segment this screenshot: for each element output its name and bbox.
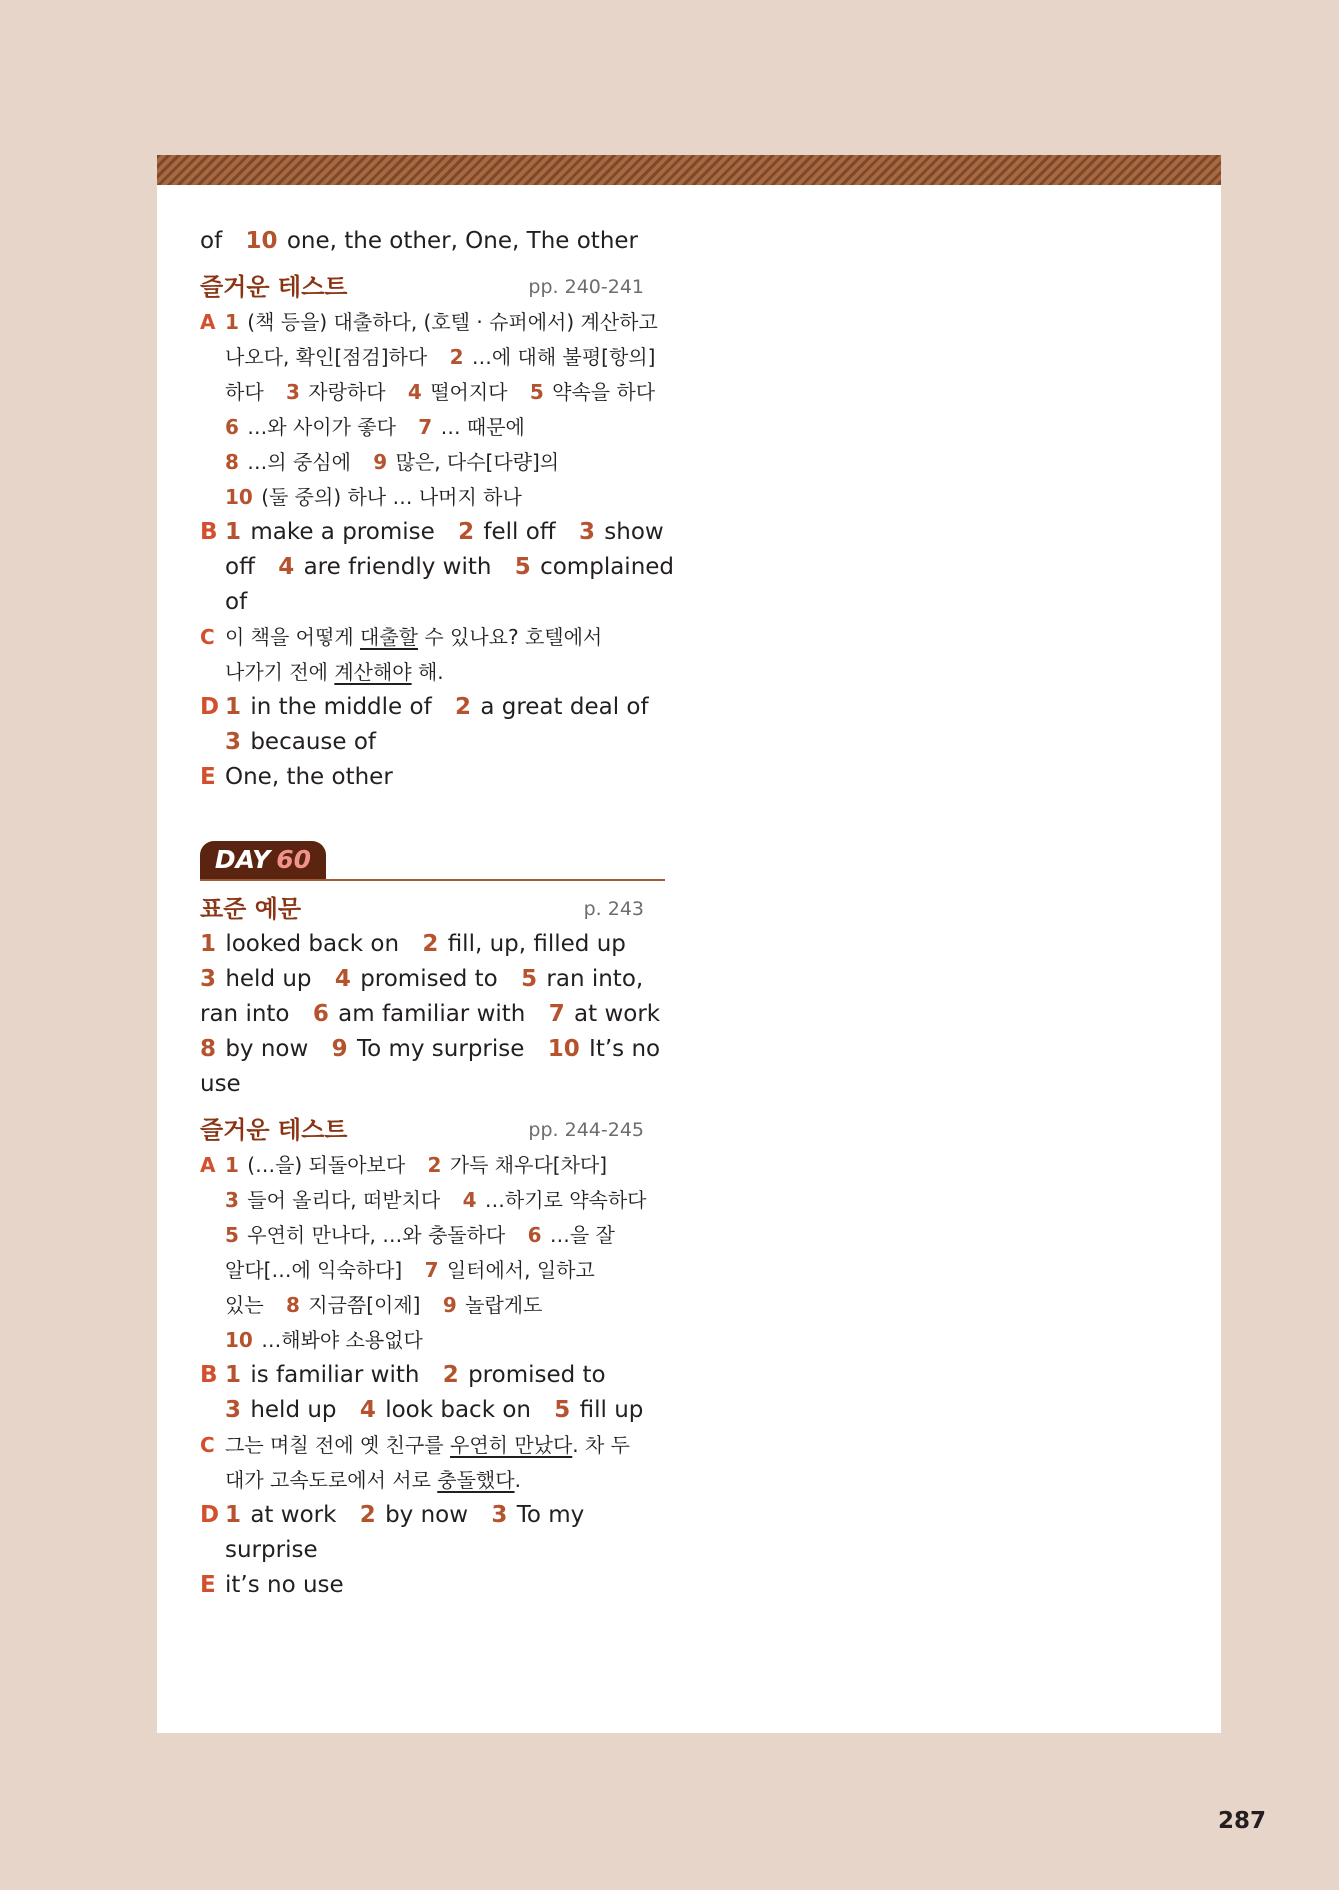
answer-b-line-2: 3 held up 4 look back on 5 fill up xyxy=(225,1397,644,1423)
answer-a-line-5: 8 …의 중심에 9 많은, 다수[다량]의 xyxy=(225,450,560,474)
answer-a-line-3: 5 우연히 만나다, …와 충돌하다 6 …을 잘 xyxy=(225,1223,615,1247)
answer-a-line-6: 10 …해봐야 소용없다 xyxy=(225,1328,423,1352)
answer-letter-d: D xyxy=(200,694,220,720)
answer-a-line-2: 3 들어 올리다, 떠받치다 4 …하기로 약속하다 xyxy=(225,1188,647,1212)
answer-e-line: E it’s no use xyxy=(200,1568,670,1603)
answer-letter-b: B xyxy=(200,1362,218,1388)
section-title-fun-test-1: 즐거운 테스트 pp. 240-241 xyxy=(200,269,670,305)
carryover-line: of 10 one, the other, One, The other xyxy=(200,228,639,254)
answer-letter-c: C xyxy=(200,1433,215,1457)
answer-d-line-1: D 1 in the middle of 2 a great deal of xyxy=(200,690,670,725)
answer-letter-c: C xyxy=(200,625,215,649)
answer-letter-e: E xyxy=(200,1572,216,1598)
answer-a-line-3: 하다 3 자랑하다 4 떨어지다 5 약속을 하다 xyxy=(225,380,656,404)
answer-a-line-5: 있는 8 지금쯤[이제] 9 놀랍게도 xyxy=(225,1293,543,1317)
answer-d-line-1: D 1 at work 2 by now 3 To my xyxy=(200,1498,670,1533)
page-number: 287 xyxy=(1218,1808,1267,1834)
answer-c-line-1: C 그는 며칠 전에 옛 친구를 우연히 만났다. 차 두 xyxy=(200,1428,670,1463)
example-line-2: 3 held up 4 promised to 5 ran into, xyxy=(200,966,644,992)
example-line-3: ran into 6 am familiar with 7 at work xyxy=(200,1001,661,1027)
answer-b-line-1: B 1 make a promise 2 fell off 3 show xyxy=(200,515,670,550)
answer-a-line-6: 10 (둘 중의) 하나 … 나머지 하나 xyxy=(225,485,522,509)
example-line-5: use xyxy=(200,1071,241,1097)
page-range: pp. 240-241 xyxy=(528,276,644,298)
answer-letter-a: A xyxy=(200,1153,216,1177)
header-stripe xyxy=(157,155,1221,185)
answer-b-line-1: B 1 is familiar with 2 promised to xyxy=(200,1358,670,1393)
answer-a-line-2: 나오다, 확인[점검]하다 2 …에 대해 불평[항의] xyxy=(225,345,656,369)
answer-c-line-2: 나가기 전에 계산해야 해. xyxy=(225,660,444,684)
answer-letter-a: A xyxy=(200,310,216,334)
section-title-fun-test-2: 즐거운 테스트 pp. 244-245 xyxy=(200,1112,670,1148)
answer-c-line-2: 대가 고속도로에서 서로 충돌했다. xyxy=(225,1468,521,1492)
answer-letter-b: B xyxy=(200,519,218,545)
answer-c-line-1: C 이 책을 어떻게 대출할 수 있나요? 호텔에서 xyxy=(200,620,670,655)
answer-e-line: E One, the other xyxy=(200,760,670,795)
example-line-4: 8 by now 9 To my surprise 10 It’s no xyxy=(200,1036,661,1062)
answer-a-line-4: 6 …와 사이가 좋다 7 … 때문에 xyxy=(225,415,525,439)
answer-d-line-2: surprise xyxy=(225,1537,318,1563)
page-range: p. 243 xyxy=(583,898,644,920)
underlined-answer: 충돌했다 xyxy=(437,1468,515,1492)
answer-column xyxy=(200,224,675,1603)
answer-letter-d: D xyxy=(200,1502,220,1528)
answer-letter-e: E xyxy=(200,764,216,790)
underlined-answer: 대출할 xyxy=(360,625,418,649)
answer-a-line-1: A 1 (…을) 되돌아보다 2 가득 채우다[차다] xyxy=(200,1148,670,1183)
underlined-answer: 계산해야 xyxy=(334,660,412,684)
answer-a-line-4: 알다[…에 익숙하다] 7 일터에서, 일하고 xyxy=(225,1258,595,1282)
underlined-answer: 우연히 만났다 xyxy=(450,1433,573,1457)
day-tab: DAY 60 xyxy=(200,841,326,879)
answer-d-line-2: 3 because of xyxy=(225,729,377,755)
answer-a-line-1: A 1 (책 등을) 대출하다, (호텔 · 슈퍼에서) 계산하고 xyxy=(200,305,670,340)
day-header xyxy=(200,837,665,881)
section-title-standard-examples: 표준 예문 p. 243 xyxy=(200,891,670,927)
answer-b-line-2: off 4 are friendly with 5 complained xyxy=(225,554,675,580)
example-line-1: 1 looked back on 2 fill, up, filled up xyxy=(200,931,626,957)
page-range: pp. 244-245 xyxy=(528,1119,644,1141)
answer-b-line-3: of xyxy=(225,589,248,615)
